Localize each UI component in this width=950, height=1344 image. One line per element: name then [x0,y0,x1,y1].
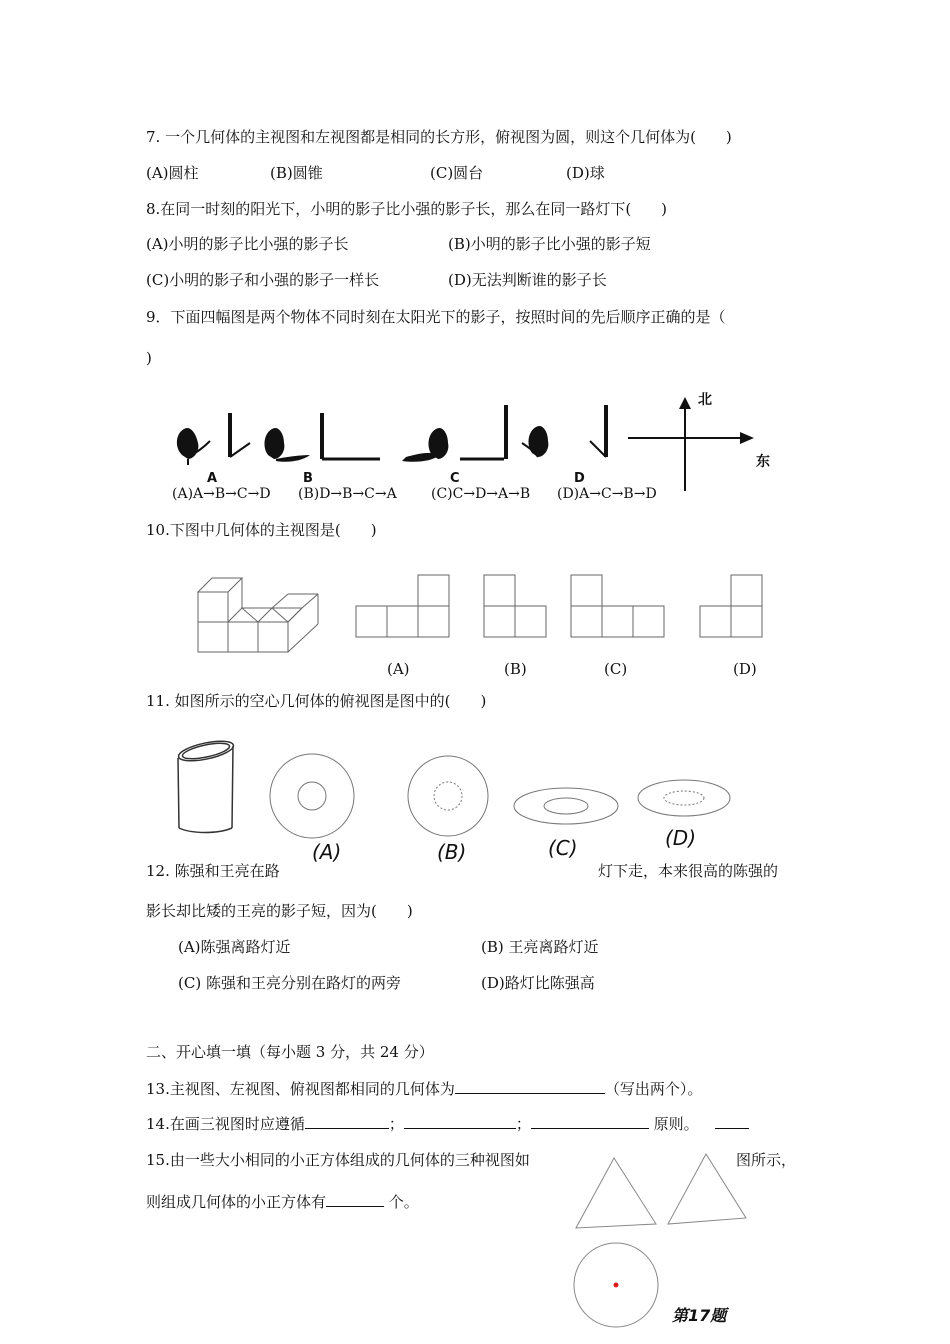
q15-front-view-triangle [576,1158,656,1228]
q11-stem: 11. 如图所示的空心几何体的俯视图是图中的( ) [146,692,487,710]
q10-solid [198,578,318,652]
q7-option-c: (C)圆台 [430,164,484,182]
q13-line [146,1079,702,1099]
q14-suffix: 原则。 [648,1115,699,1133]
q11-option-b-view [408,756,488,836]
q9-option-c: (C)C→D→A→B [431,486,531,502]
q7-option-a: (A)圆柱 [146,164,199,182]
q14-answer-blank-2[interactable] [404,1114,516,1129]
q9-figure-c [402,405,506,462]
q11-option-b-label: (B) [437,840,467,864]
q14-prefix: 14.在画三视图时应遵循 [146,1115,305,1133]
q9-figure-a [177,413,250,465]
q10-option-c-label: (C) [604,660,628,678]
q10-option-a-view [356,575,449,637]
q11-option-c-view [514,788,618,824]
q13-prefix: 13.主视图、左视图、俯视图都相同的几何体为 [146,1080,455,1098]
q12-option-a: (A)陈强离路灯近 [178,938,291,956]
q8-option-a: (A)小明的影子比小强的影子长 [146,235,349,253]
compass-east-label: 东 [756,454,770,470]
q14-answer-blank-3[interactable] [531,1114,649,1129]
q10-option-d-view [700,575,762,637]
compass [628,397,754,491]
q15-top-view-center-dot [614,1283,619,1288]
q11-option-a-view [270,754,354,838]
q15-part2: 图所示， [736,1151,797,1169]
q9-figure-b-label: B [303,471,313,486]
q9-option-b: (B)D→B→C→A [298,486,397,502]
q15-answer-blank[interactable] [326,1192,384,1207]
q8-option-c: (C)小明的影子和小强的影子一样长 [146,271,380,289]
q11-figures [170,738,770,838]
q10-option-b-label: (B) [504,660,527,678]
q15-three-views [570,1150,760,1340]
q11-option-d-label: (D) [665,826,697,850]
q10-figures [190,570,780,660]
q14-sep-1: ； [388,1115,404,1133]
q9-figure-d-label: D [574,471,585,486]
q15-line2-suffix: 个。 [384,1193,419,1211]
q13-suffix: （写出两个）。 [604,1080,703,1098]
q9-shadow-figures [170,395,770,495]
q9-stem-close: ) [146,349,152,367]
q7-option-b: (B)圆锥 [270,164,323,182]
q14-answer-blank-4[interactable] [715,1114,749,1129]
q11-option-c-label: (C) [548,836,578,860]
q9-figure-c-label: C [450,471,460,486]
q14-sep-2: ； [515,1115,531,1133]
q15-figure-caption: 第17题 [672,1306,727,1325]
q12-stem-part2: 灯下走，本来很高的陈强的 [598,862,779,880]
section-2-title: 二、开心填一填（每小题 3 分，共 24 分） [146,1043,434,1061]
q9-figure-d [522,405,606,457]
q15-line2 [146,1192,419,1212]
q9-figure-b [265,413,380,462]
q15-side-view-triangle [668,1154,746,1224]
q9-option-a: (A)A→B→C→D [172,486,271,502]
q10-stem: 10.下图中几何体的主视图是( ) [146,521,377,539]
q11-hollow-cylinder [177,737,235,832]
q11-option-a-label: (A) [312,840,342,864]
q10-option-b-view [484,575,546,637]
q8-option-d: (D)无法判断谁的影子长 [448,271,607,289]
q12-option-d: (D)路灯比陈强高 [481,974,595,992]
q9-option-d: (D)A→C→B→D [557,486,657,502]
q12-option-b: (B) 王亮离路灯近 [481,938,599,956]
q15-line2-prefix: 则组成几何体的小正方体有 [146,1193,327,1211]
q7-option-d: (D)球 [566,164,605,182]
q12-option-c: (C) 陈强和王亮分别在路灯的两旁 [178,974,401,992]
q8-stem: 8.在同一时刻的阳光下，小明的影子比小强的影子长，那么在同一路灯下( ) [146,200,668,218]
q8-option-b: (B)小明的影子比小强的影子短 [448,235,651,253]
q11-option-d-view [638,780,730,816]
q10-option-a-label: (A) [387,660,410,678]
q10-option-d-label: (D) [733,660,757,678]
q9-figure-a-label: A [207,471,218,486]
q15-part1: 15.由一些大小相同的小正方体组成的几何体的三种视图如 [146,1151,530,1169]
compass-north-label: 北 [698,392,712,408]
q12-stem-part1: 12. 陈强和王亮在路 [146,862,280,880]
q10-option-c-view [571,575,664,637]
q7-stem: 7. 一个几何体的主视图和左视图都是相同的长方形，俯视图为圆，则这个几何体为( ) [146,128,732,146]
q14-line [146,1114,749,1134]
q14-answer-blank-1[interactable] [305,1114,389,1129]
q13-answer-blank[interactable] [455,1079,605,1094]
q12-stem-line2: 影长却比矮的王亮的影子短，因为( ) [146,902,413,920]
q9-stem: 9．下面四幅图是两个物体不同时刻在太阳光下的影子，按照时间的先后顺序正确的是（ [146,308,726,326]
